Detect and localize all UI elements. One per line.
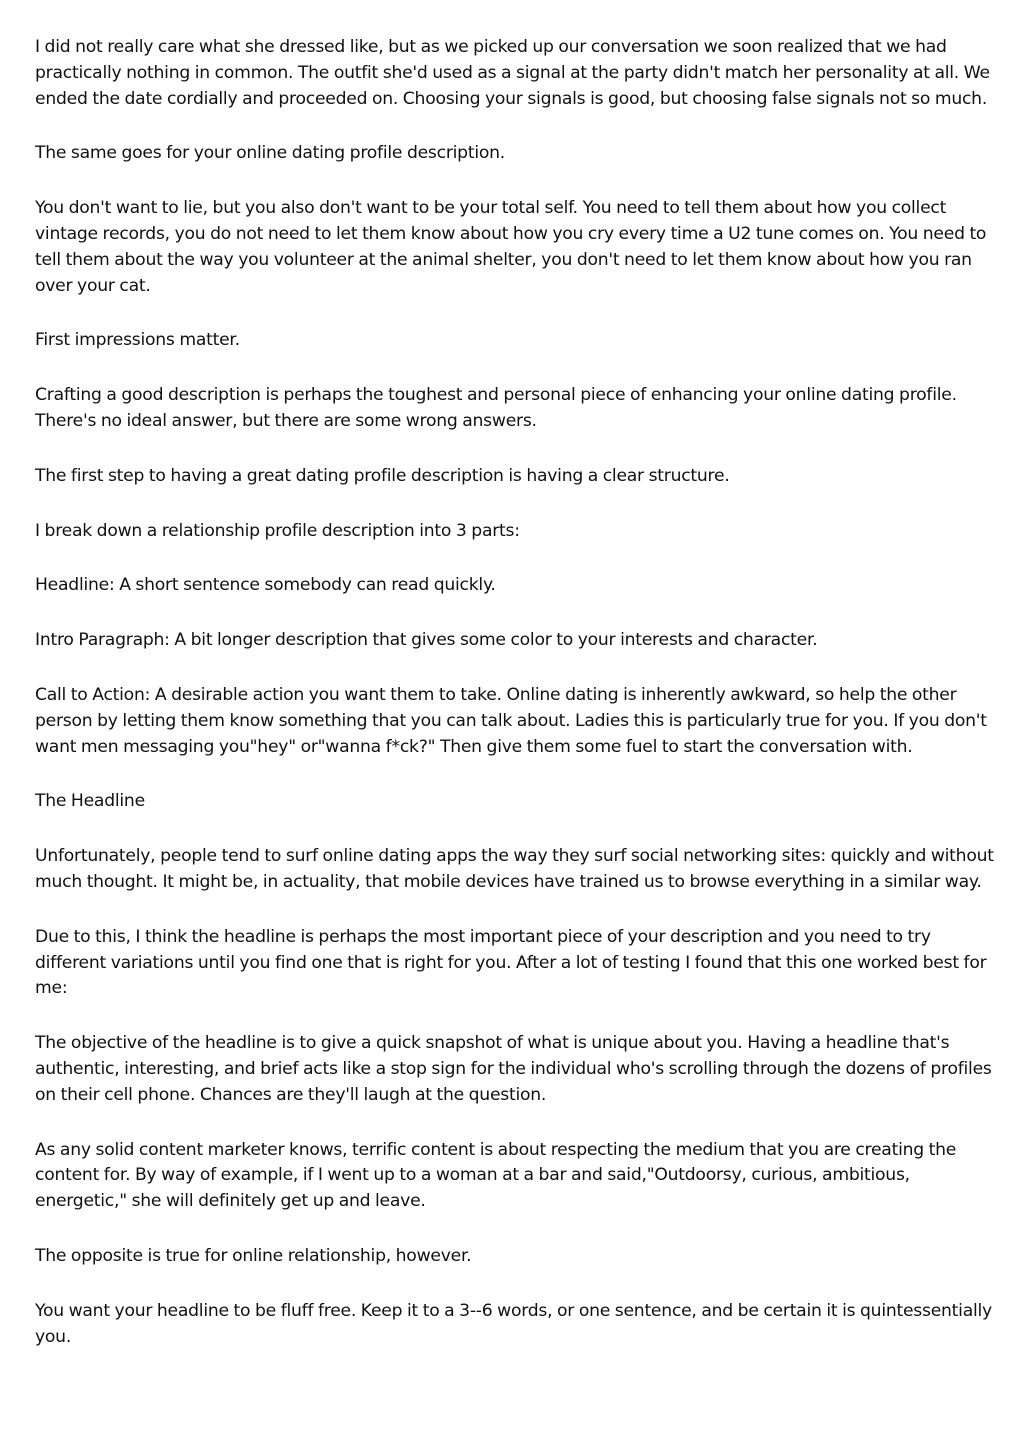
paragraph-content-marketer: As any solid content marketer knows, terrific content is about respecting the medium that you are creating the content for. By way of example, if I went up to a woman at a bar and said,"Outdoorsy, curious, ambitious, energetic," she will definitely get up and leave. xyxy=(35,1139,957,1212)
paragraph-profile-description: The same goes for your online dating profile description. xyxy=(35,143,505,164)
section-heading-headline: The Headline xyxy=(35,791,145,812)
paragraph-headline-def: Headline: A short sentence somebody can read quickly. xyxy=(35,575,496,596)
paragraph-surfing: Unfortunately, people tend to surf online dating apps the way they surf social networking sites: quickly and without much thought. It might be, in actuality, that mobile devices have trained us to browse everything in a similar way. xyxy=(35,846,994,892)
paragraph-headline-importance: Due to this, I think the headline is perhaps the most important piece of your description and you need to try different variations until you find one that is right for you. After a lot of testing I found that this one worked best for me: xyxy=(35,926,987,999)
paragraph-dont-lie: You don't want to lie, but you also don't want to be your total self. You need to tell them about how you collect vintage records, you do not need to let them know about how you cry every time a U2 tune comes on. You need to tell them about the way you volunteer at the animal shelter, you don't need to let them know about how you ran over your cat. xyxy=(35,198,987,296)
paragraph-intro-def: Intro Paragraph: A bit longer description that gives some color to your interests and character. xyxy=(35,630,818,651)
paragraph-first-step: The first step to having a great dating profile description is having a clear structure. xyxy=(35,465,730,486)
paragraph-date-story: I did not really care what she dressed like, but as we picked up our conversation we soon realized that we had practically nothing in common. The outfit she'd used as a signal at the party didn't match her personality at all. We ended the date cordially and proceeded on. Choosing your signals is good, but choosing false signals not so much. xyxy=(35,37,990,109)
paragraph-fluff-free: You want your headline to be fluff free. Keep it to a 3--6 words, or one sentence, and be certain it is quintessentially you. xyxy=(35,1300,992,1347)
paragraph-call-to-action-def: Call to Action: A desirable action you want them to take. Online dating is inherently awkward, so help the other person by letting them know something that you can talk about. Ladies this is particularly true for you. If you don't want men messaging you"hey" or"wanna f*ck?" Then give them some fuel to start the conversation with. xyxy=(35,684,987,757)
paragraph-crafting: Crafting a good description is perhaps the toughest and personal piece of enhancing your online dating profile. There's no ideal answer, but there are some wrong answers. xyxy=(35,385,957,431)
document-page xyxy=(35,35,995,1379)
paragraph-first-impressions: First impressions matter. xyxy=(35,330,240,351)
paragraph-three-parts: I break down a relationship profile description into 3 parts: xyxy=(35,520,520,541)
paragraph-opposite: The opposite is true for online relationship, however. xyxy=(35,1245,472,1266)
paragraph-headline-objective: The objective of the headline is to give a quick snapshot of what is unique about you. Having a headline that's authentic, interesting, and brief acts like a stop sign for the individual who's scrolling through the dozens of profiles on their cell phone. Chances are they'll laugh at the question. xyxy=(35,1033,992,1105)
